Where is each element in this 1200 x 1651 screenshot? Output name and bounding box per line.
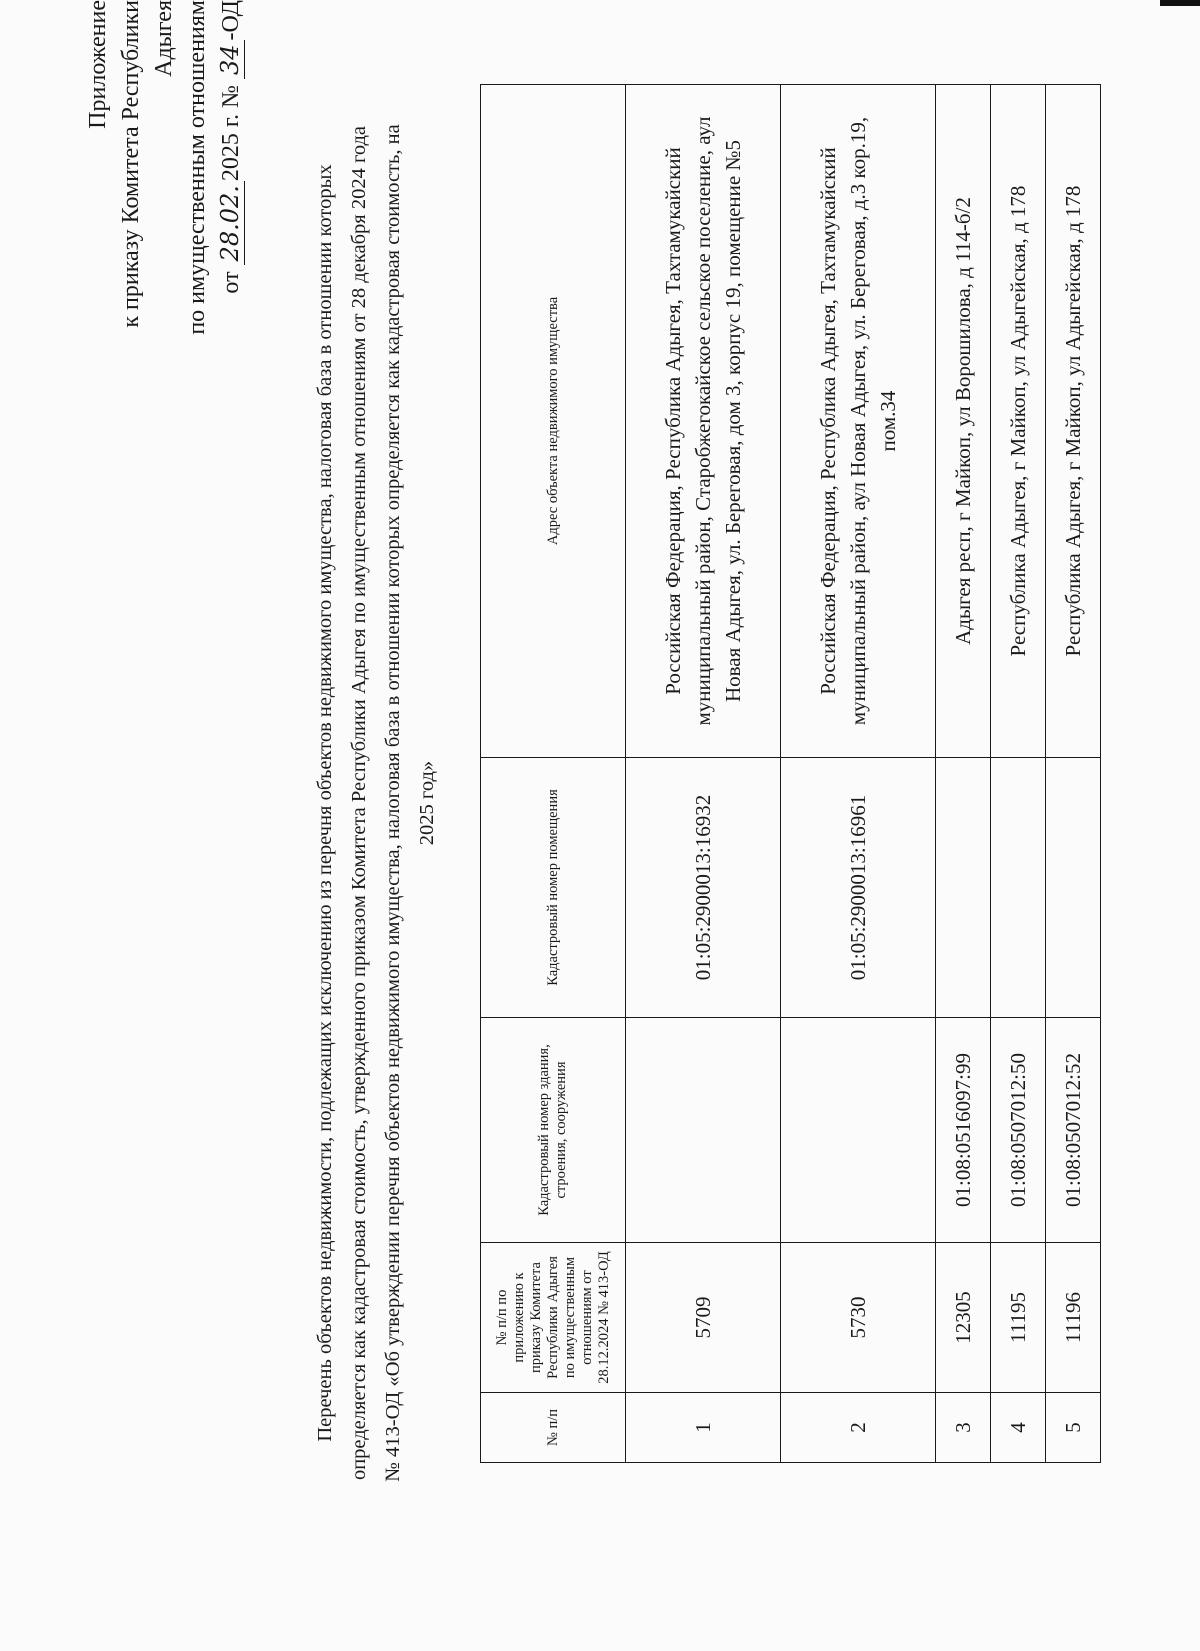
appendix-title: Приложение <box>85 0 111 129</box>
cell-premises-cadastral <box>936 758 991 1018</box>
cell-premises-cadastral: 01:05:2900013:16932 <box>626 758 781 1018</box>
header-premises-cadastral: Кадастровый номер помещения <box>481 758 626 1018</box>
cell-index: 4 <box>991 1393 1046 1463</box>
cell-building-cadastral: 01:08:0507012:50 <box>991 1018 1046 1243</box>
cell-address: Республика Адыгея, г Майкоп, ул Адыгейская, д 178 <box>1046 85 1101 758</box>
property-table <box>480 84 1101 1463</box>
cell-premises-cadastral: 01:05:2900013:16961 <box>781 758 936 1018</box>
cell-index: 2 <box>781 1393 936 1463</box>
table-row <box>991 85 1046 1463</box>
cell-appendix-index: 11195 <box>991 1243 1046 1393</box>
table-row <box>1046 85 1101 1463</box>
header-appendix-index: № п/п по приложению к приказу Комитета Республики Адыгея по имущественным отношениям от 28.12.2024 № 413-ОД <box>481 1243 626 1393</box>
header-address: Адрес объекта недвижимого имущества <box>481 85 626 758</box>
appendix-committee-line: по имущественным отношениям <box>184 0 210 335</box>
appendix-year-text: 2025 г. № <box>218 85 244 182</box>
cell-address: Российская Федерация, Республика Адыгея, Тахтамукайский муниципальный район, Старобжегокайское сельское поселение, аул Новая Адыгея, ул. Береговая, дом 3, корпус 19, помещение №5 <box>626 85 781 758</box>
cell-building-cadastral: 01:08:0516097:99 <box>936 1018 991 1243</box>
appendix-block <box>82 0 248 371</box>
appendix-from-prefix: от <box>218 271 244 294</box>
header-building-cadastral: Кадастровый номер здания, строения, сооружения <box>481 1018 626 1243</box>
appendix-suffix: -ОД <box>218 0 244 41</box>
cell-premises-cadastral <box>1046 758 1101 1018</box>
table-row <box>626 85 781 1463</box>
handwritten-order-number: 34 <box>216 41 245 80</box>
cell-address: Адыгея респ, г Майкоп, ул Ворошилова, д 114-б/2 <box>936 85 991 758</box>
handwritten-date: 28.02. <box>216 181 245 265</box>
appendix-date-line <box>214 0 248 371</box>
appendix-order-line: к приказу Комитета Республики Адыгея <box>118 0 177 328</box>
cell-appendix-index: 5709 <box>626 1243 781 1393</box>
cell-index: 3 <box>936 1393 991 1463</box>
cell-premises-cadastral <box>991 758 1046 1018</box>
table-row <box>781 85 936 1463</box>
table-header-row <box>481 85 626 1463</box>
cell-index: 5 <box>1046 1393 1101 1463</box>
cell-index: 1 <box>626 1393 781 1463</box>
cell-address: Российская Федерация, Республика Адыгея, Тахтамукайский муниципальный район, аул Новая Адыгея, ул. Береговая, д.3 кор.19, пом.34 <box>781 85 936 758</box>
cell-appendix-index: 5730 <box>781 1243 936 1393</box>
cell-building-cadastral <box>626 1018 781 1243</box>
document-heading: Перечень объектов недвижимости, подлежащих исключению из перечня объектов недвижимого имущества, налоговая база в отношении которых определяется как кадастровая стоимость, утвержденного приказом Комитета Республики Адыгея по имущественным отношениям от 28 декабря 2024 года № 413-ОД «Об утверждении перечня объектов недвижимого имущества, налоговая база в отношении которых определяется как кадастровая стоимость, на 2025 год» <box>314 124 438 1482</box>
cell-address: Республика Адыгея, г Майкоп, ул Адыгейская, д 178 <box>991 85 1046 758</box>
table-row <box>936 85 991 1463</box>
cell-appendix-index: 11196 <box>1046 1243 1101 1393</box>
cell-building-cadastral <box>781 1018 936 1243</box>
cell-appendix-index: 12305 <box>936 1243 991 1393</box>
header-index: № п/п <box>481 1393 626 1463</box>
cell-building-cadastral: 01:08:0507012:52 <box>1046 1018 1101 1243</box>
